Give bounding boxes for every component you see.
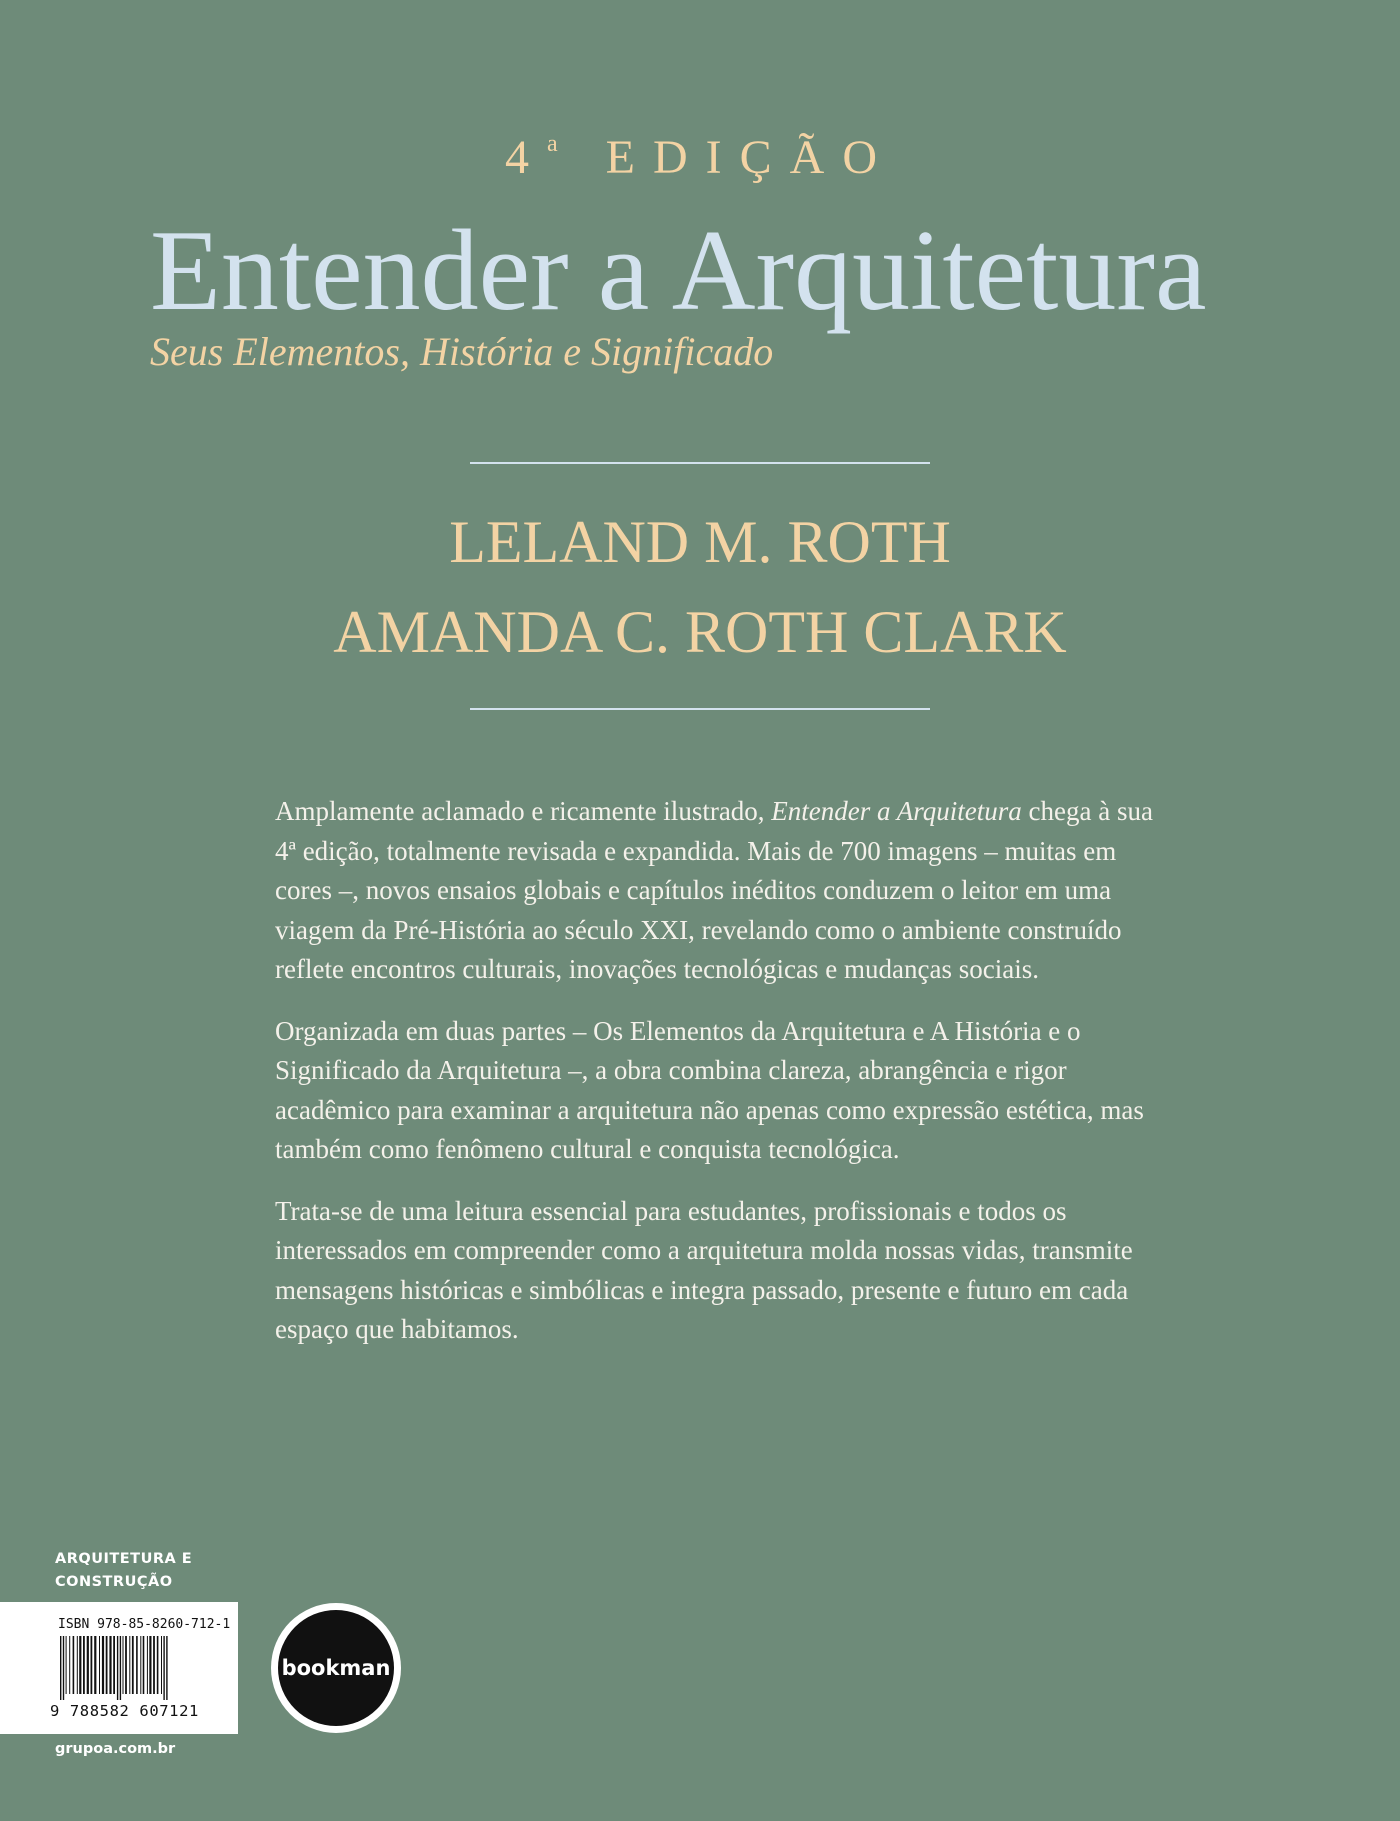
category-label (55, 1548, 235, 1594)
barcode-bar (147, 1636, 148, 1694)
barcode-bar (91, 1636, 93, 1694)
edition-label (0, 130, 1400, 185)
barcode-digits: 9 788582 607121 (50, 1702, 199, 1720)
barcode-bar (87, 1636, 89, 1694)
blurb-paragraph-3: Trata-se de uma leitura essencial para estudantes, profissionais e todos os interessados em compreender como a arquitetura molda nossas vidas, transmite mensagens históricas e simbólicas e integra passado, presente e futuro em cada espaço que habitamos. (275, 1195, 1133, 1344)
barcode-bar (60, 1636, 61, 1700)
bottom-divider (470, 708, 930, 710)
barcode-bar (140, 1636, 141, 1694)
top-divider (470, 462, 930, 464)
blurb-paragraph-1 (275, 792, 1155, 990)
blurb-p1-title: Entender a Arquitetura (771, 796, 1022, 826)
barcode-bar (73, 1636, 75, 1694)
edition-number: 4 (505, 131, 548, 184)
publisher-logo (271, 1603, 401, 1733)
barcode-bar (136, 1636, 138, 1694)
author-1: LELAND M. ROTH (449, 509, 951, 575)
barcode-bar (125, 1636, 127, 1694)
publisher-logo-text: bookman (278, 1610, 394, 1726)
barcode-bar (117, 1636, 118, 1700)
blurb-p1-rest: chega à sua 4ª edição, totalmente revisada e expandida. Mais de 700 imagens – muitas em cores –, novos ensaios globais e capítulos inéditos conduzem o leitor em uma viagem da Pré-História ao século XXI, revelando como o ambiente construído reflete encontros culturais, inovações tecnológicas e mudanças sociais. (275, 796, 1153, 984)
barcode-bar (109, 1636, 111, 1694)
barcode-bar (132, 1636, 134, 1694)
barcode-bar (149, 1636, 151, 1694)
barcode-bar (77, 1636, 78, 1694)
barcode-bar (161, 1636, 162, 1694)
barcode-bar (120, 1636, 121, 1700)
blurb-p1-intro: Amplamente aclamado e ricamente ilustrado, (275, 796, 772, 826)
barcode-bar (143, 1636, 145, 1694)
barcode-bar (79, 1636, 81, 1694)
isbn-text: ISBN 978-85-8260-712-1 (58, 1617, 231, 1632)
barcode-bar (157, 1636, 159, 1694)
category-line-1: ARQUITETURA E (55, 1551, 193, 1567)
barcode-bar (102, 1636, 104, 1694)
edition-ordinal: a (547, 131, 576, 157)
blurb (275, 792, 1155, 1372)
blurb-paragraph-2: Organizada em duas partes – Os Elementos da Arquitetura e A História e o Significado da Arquitetura –, a obra combina clareza, abrangência e rigor acadêmico para examinar a arquitetura não apenas como expressão estética, mas também como fenômeno cultural e conquista tecnológica. (275, 1015, 1144, 1164)
barcode-bar (66, 1636, 67, 1694)
barcode-bar (99, 1636, 100, 1694)
barcode-bar (83, 1636, 85, 1694)
book-subtitle: Seus Elementos, História e Significado (150, 329, 774, 374)
barcode (58, 1636, 228, 1700)
barcode-bar (166, 1636, 167, 1700)
book-title: Entender a Arquitetura (150, 207, 1207, 335)
barcode-bar (163, 1636, 164, 1700)
barcode-bar (113, 1636, 115, 1694)
barcode-bar (69, 1636, 70, 1694)
website-label: grupoa.com.br (55, 1741, 176, 1757)
barcode-bar (106, 1636, 108, 1694)
barcode-bar (123, 1636, 124, 1694)
barcode-bar (94, 1636, 96, 1694)
barcode-bar (153, 1636, 155, 1694)
author-2: AMANDA C. ROTH CLARK (333, 599, 1067, 665)
barcode-bar (63, 1636, 64, 1700)
barcode-bar (129, 1636, 130, 1694)
category-line-2: CONSTRUÇÃO (55, 1574, 173, 1590)
edition-word: EDIÇÃO (605, 131, 895, 184)
